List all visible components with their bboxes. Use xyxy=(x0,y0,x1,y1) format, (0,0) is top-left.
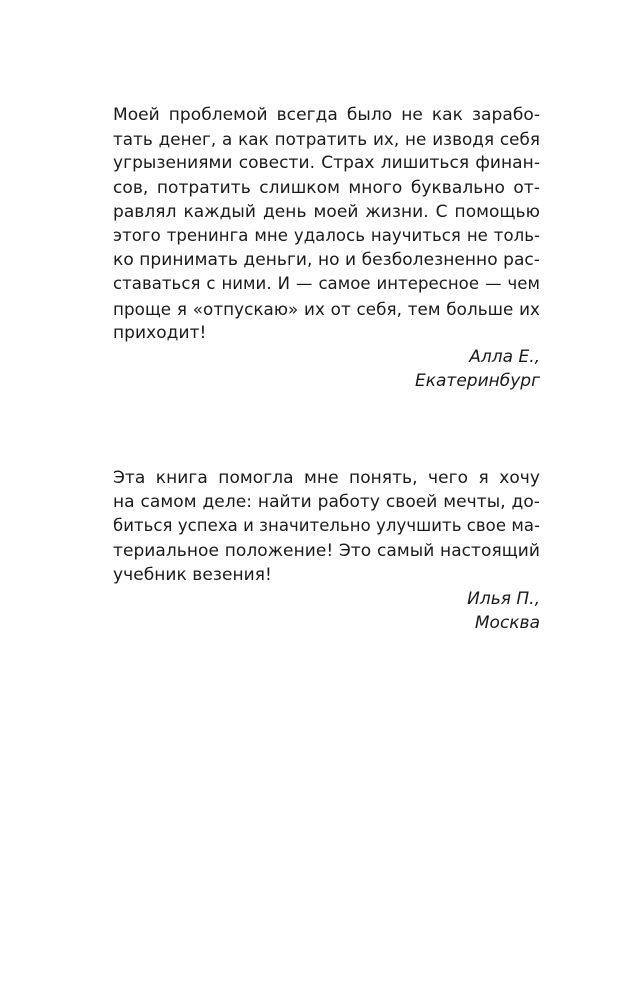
testimonial-author-city: Екатеринбург xyxy=(414,371,540,392)
testimonial-author-name: Илья П., xyxy=(467,589,540,610)
testimonial-text-line: ставаться с ними. И — самое интересное — чем xyxy=(113,274,540,294)
testimonial-text-line: угрызениями совести. Страх лишиться финан- xyxy=(113,153,540,174)
testimonial-text-line: Моей проблемой всегда было не как зарабо- xyxy=(113,105,540,125)
testimonial-text-line: проще я «отпускаю» их от себя, тем больше их xyxy=(113,298,540,319)
testimonial-text-line: равлял каждый день моей жизни. С помощью xyxy=(113,201,540,222)
testimonial-text-line: приходит! xyxy=(113,322,207,343)
testimonial-text-line: сов, потратить слишком много буквально от- xyxy=(113,177,540,198)
testimonial-text-line: териальное положение! Это самый настоящий xyxy=(113,540,540,561)
testimonial-text-line: этого тренинга мне удалось научиться не толь- xyxy=(113,226,540,246)
testimonial-text-line: Эта книга помогла мне понять, чего я хочу xyxy=(113,468,540,488)
testimonial-text-line: ко принимать деньги, но и безболезненно рас- xyxy=(113,250,540,271)
testimonial-text-line: учебник везения! xyxy=(113,564,272,585)
testimonial-author-city: Москва xyxy=(474,613,540,634)
testimonial-text-line: на самом деле: найти работу своей мечты, до- xyxy=(113,492,540,513)
testimonial-text-line: тать денег, а как потратить их, не изводя себя xyxy=(113,129,540,150)
testimonial-text-line: биться успеха и значительно улучшить свое ма- xyxy=(113,516,540,536)
testimonial xyxy=(113,103,540,393)
testimonial-author-name: Алла Е., xyxy=(469,347,540,368)
testimonial xyxy=(113,466,540,635)
